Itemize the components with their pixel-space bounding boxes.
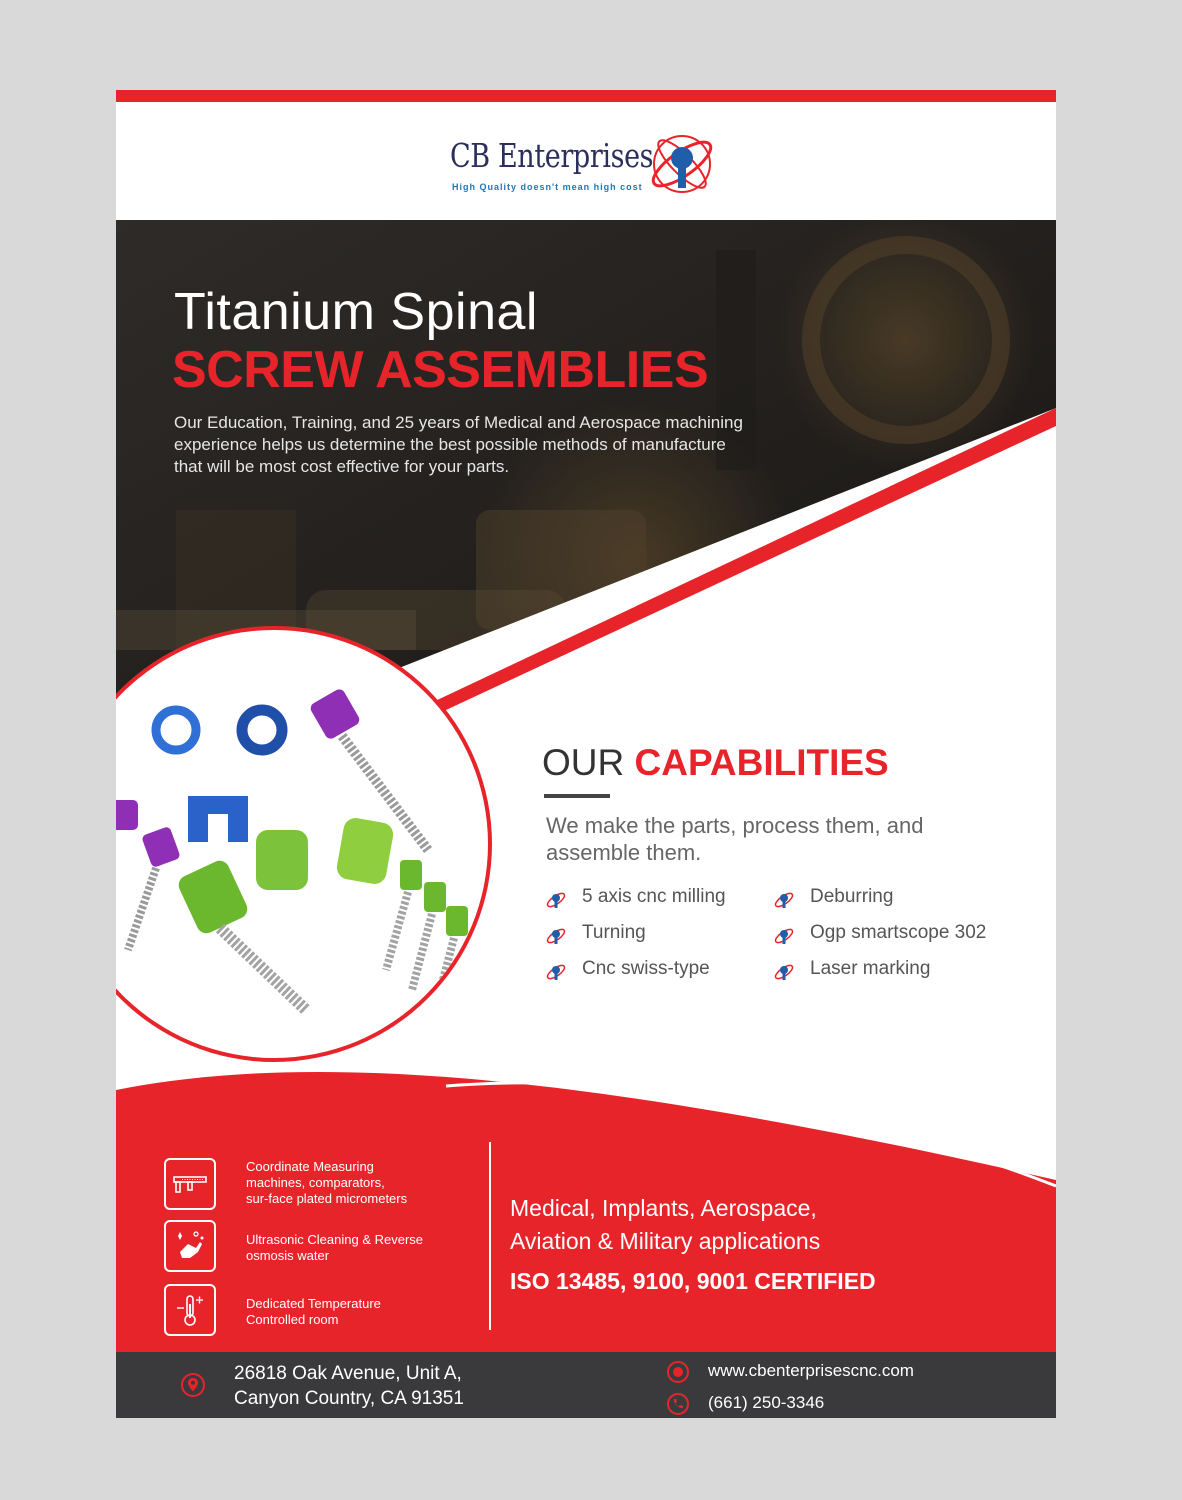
address-line: 26818 Oak Avenue, Unit A, xyxy=(234,1363,462,1384)
caliper-icon xyxy=(166,1160,214,1208)
screw-assemblies-photo xyxy=(116,630,496,1070)
capability-label: Deburring xyxy=(810,886,894,907)
location-pin-icon xyxy=(180,1372,206,1398)
phone-number[interactable]: (661) 250-3346 xyxy=(708,1393,825,1412)
contact-footer xyxy=(116,1352,1056,1418)
cb-logo-bullet-icon xyxy=(772,960,796,984)
hero-description xyxy=(174,412,834,478)
hero-description-line: Our Education, Training, and 25 years of Medical and Aerospace machining xyxy=(174,413,743,432)
website-link[interactable]: www.cbenterprisescnc.com xyxy=(708,1361,914,1380)
capability-label: Laser marking xyxy=(810,958,931,979)
cb-logo-bullet-icon xyxy=(772,924,796,948)
capability-label: Ogp smartscope 302 xyxy=(810,922,987,943)
capability-label: Turning xyxy=(582,922,646,943)
feature-line: sur-face plated micrometers xyxy=(246,1191,408,1206)
capabilities-title-plain: OUR xyxy=(542,742,625,783)
cb-logo-bullet-icon xyxy=(544,888,568,912)
address-line: Canyon Country, CA 91351 xyxy=(234,1388,464,1409)
feature-text xyxy=(246,1159,456,1207)
hero-description-line: that will be most cost effective for your parts. xyxy=(174,457,510,476)
feature-line: osmosis water xyxy=(246,1248,330,1263)
feature-icon-box xyxy=(164,1158,216,1210)
feature-icon-box xyxy=(164,1220,216,1272)
feature-text xyxy=(246,1232,456,1264)
globe-icon xyxy=(666,1360,690,1384)
cb-logo-bullet-icon xyxy=(772,888,796,912)
top-accent-bar xyxy=(116,90,1056,102)
certification-text: ISO 13485, 9100, 9001 CERTIFIED xyxy=(510,1268,876,1294)
hero-description-line: experience helps us determine the best possible methods of manufacture xyxy=(174,435,726,454)
capabilities-underline xyxy=(544,794,610,798)
feature-line: Ultrasonic Cleaning & Reverse xyxy=(246,1232,424,1247)
vertical-divider xyxy=(489,1142,491,1330)
feature-line: Coordinate Measuring xyxy=(246,1159,374,1174)
capabilities-title-emphasis: CAPABILITIES xyxy=(634,742,889,783)
thermometer-icon xyxy=(166,1286,214,1334)
capabilities-title xyxy=(542,742,889,784)
feature-line: machines, comparators, xyxy=(246,1175,385,1190)
logo-tagline: High Quality doesn't mean high cost xyxy=(452,182,643,192)
cb-logo-bullet-icon xyxy=(544,960,568,984)
feature-line: Controlled room xyxy=(246,1312,339,1327)
flyer xyxy=(116,90,1056,1418)
applications-line: Aviation & Military applications xyxy=(510,1228,821,1254)
phone-icon xyxy=(666,1392,690,1416)
feature-icon-box xyxy=(164,1284,216,1336)
capability-label: 5 axis cnc milling xyxy=(582,886,726,907)
cb-logo-bullet-icon xyxy=(544,924,568,948)
logo-orbit-icon xyxy=(642,124,722,202)
applications-text xyxy=(510,1192,820,1258)
applications-line: Medical, Implants, Aerospace, xyxy=(510,1195,817,1221)
logo-name: CB Enterprises xyxy=(450,136,654,175)
address xyxy=(234,1361,464,1411)
cleaning-hand-icon xyxy=(166,1222,214,1270)
feature-text xyxy=(246,1296,456,1328)
capability-label: Cnc swiss-type xyxy=(582,958,710,979)
company-logo xyxy=(446,124,726,204)
hero-title-line1: Titanium Spinal xyxy=(174,283,538,341)
feature-line: Dedicated Temperature xyxy=(246,1296,381,1311)
hero-title-line2: SCREW ASSEMBLIES xyxy=(172,341,709,399)
capabilities-subtitle: We make the parts, process them, and assemble them. xyxy=(546,813,924,865)
